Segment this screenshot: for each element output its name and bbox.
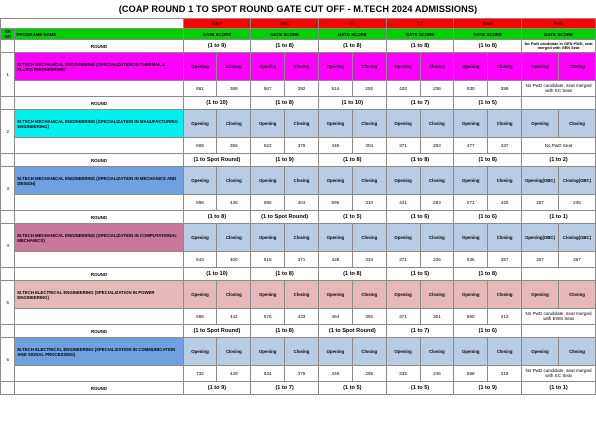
opening-label: Opening <box>251 281 285 309</box>
closing-score: 292 <box>352 81 386 97</box>
opening-score: 555 <box>318 195 352 211</box>
round-blank <box>1 268 15 281</box>
opening-label: Opening <box>386 167 420 195</box>
round-value: (1 to 7) <box>386 97 454 110</box>
sr-no: 5 <box>1 281 15 325</box>
opening-label: Opening <box>183 338 217 366</box>
opening-score: 643 <box>183 252 217 268</box>
opening-score: 560 <box>454 309 488 325</box>
program-name: M.TECH ELECTRICAL ENGINEERING (SPECIALIZATION IN POWER ENGINEERING) <box>15 281 183 309</box>
closing-score: 433 <box>285 309 319 325</box>
opening-label: Opening <box>454 338 488 366</box>
closing-score: 350 <box>352 309 386 325</box>
opening-label: Opening <box>251 167 285 195</box>
round-value: (1 to 9) <box>454 382 522 395</box>
closing-score: 371 <box>285 252 319 268</box>
round-label: ROUND <box>15 211 183 224</box>
round-value: (1 to 2) <box>522 154 596 167</box>
opening-score: 371 <box>386 252 420 268</box>
sr-no: 3 <box>1 167 15 211</box>
category-header-4: EWS <box>454 19 522 29</box>
round-value: (1 to 1) <box>522 382 596 395</box>
closing-score: 236 <box>420 252 454 268</box>
values-row <box>1 252 596 268</box>
round-value: (1 to 10) <box>183 268 251 281</box>
pwd-note: No PwD Seat <box>522 138 596 154</box>
program-row <box>1 224 596 252</box>
opening-label: Opening <box>386 224 420 252</box>
opening-label: Opening <box>454 110 488 138</box>
closing-label: Closing <box>352 167 386 195</box>
program-name: M.TECH MECHANICAL ENGINEERING (SPECIALIZATION IN THERMAL & FLUIDS ENGINEERING) <box>15 53 183 81</box>
closing-score: 301 <box>420 309 454 325</box>
opening-score: 534 <box>251 366 285 382</box>
opening-label: Opening <box>386 338 420 366</box>
round-value: (1 to 8) <box>318 40 386 53</box>
closing-label: Closing <box>488 53 522 81</box>
closing-label: Closing <box>285 110 319 138</box>
pwd-closing-label: Closing(OBC) <box>558 224 595 252</box>
gate-score-header: GATE SCORE <box>454 29 522 40</box>
opening-label: Opening <box>183 224 217 252</box>
closing-score: 359 <box>488 81 522 97</box>
opening-label: Opening <box>251 110 285 138</box>
programme-header: PROGRAME NAME <box>15 29 183 40</box>
closing-label: Closing <box>488 338 522 366</box>
round-row <box>1 154 596 167</box>
pwd-closing-label: Closing <box>558 338 595 366</box>
closing-score: 445 <box>217 195 251 211</box>
cutoff-table <box>0 18 596 395</box>
opening-label: Opening <box>318 224 352 252</box>
round-value: (1 to Spot Round) <box>251 211 319 224</box>
closing-label: Closing <box>217 338 251 366</box>
closing-label: Closing <box>285 53 319 81</box>
category-header-2: SC <box>318 19 386 29</box>
values-blank <box>15 252 183 268</box>
values-blank <box>15 366 183 382</box>
round-value: (1 to 8) <box>183 211 251 224</box>
opening-score: 530 <box>454 81 488 97</box>
round-value: (1 to Spot Round) <box>318 325 386 338</box>
pwd-opening-label: Opening <box>522 53 559 81</box>
opening-score: 575 <box>251 309 285 325</box>
program-row <box>1 167 596 195</box>
round-value: (1 to 5) <box>318 211 386 224</box>
opening-score: 449 <box>318 138 352 154</box>
round-row <box>1 211 596 224</box>
round-value: (1 to 6) <box>386 211 454 224</box>
round-value <box>522 325 596 338</box>
pwd-closing-score: 245 <box>558 195 595 211</box>
values-blank <box>15 81 183 97</box>
opening-label: Opening <box>318 338 352 366</box>
opening-score: 522 <box>251 138 285 154</box>
closing-label: Closing <box>285 167 319 195</box>
closing-label: Closing <box>217 110 251 138</box>
pwd-opening-score: 367 <box>522 252 559 268</box>
program-row <box>1 338 596 366</box>
closing-label: Closing <box>420 53 454 81</box>
round-value: (1 to 8) <box>454 268 522 281</box>
values-blank <box>15 309 183 325</box>
round-value: (1 to 8) <box>318 268 386 281</box>
category-header-1: OBC <box>251 19 319 29</box>
round-value: (1 to 9) <box>183 382 251 395</box>
gate-score-header: GATE SCORE <box>318 29 386 40</box>
round-value: (1 to 7) <box>386 325 454 338</box>
opening-score: 518 <box>251 252 285 268</box>
opening-label: Opening <box>454 167 488 195</box>
opening-label: Opening <box>386 110 420 138</box>
closing-label: Closing <box>217 167 251 195</box>
round-value: (1 to 5) <box>318 382 386 395</box>
pwd-note: No PwD candidate, seat merged with SC Seat <box>522 81 596 97</box>
round-value <box>522 97 596 110</box>
sr-no: 6 <box>1 338 15 382</box>
closing-score: 355 <box>217 138 251 154</box>
pwd-closing-label: Closing(OBC) <box>558 167 595 195</box>
opening-label: Opening <box>454 53 488 81</box>
values-blank <box>15 195 183 211</box>
pwd-opening-label: Opening <box>522 110 559 138</box>
gate-score-header: GATE SCORE <box>386 29 454 40</box>
round-value: (1 to 8) <box>251 40 319 53</box>
closing-label: Closing <box>420 110 454 138</box>
opening-label: Opening <box>318 53 352 81</box>
closing-score: 310 <box>352 195 386 211</box>
header-category-row <box>1 19 596 29</box>
closing-label: Closing <box>488 281 522 309</box>
sr-no: 2 <box>1 110 15 154</box>
program-row <box>1 53 596 81</box>
closing-label: Closing <box>352 224 386 252</box>
opening-label: Opening <box>183 53 217 81</box>
round-value: (1 to 5) <box>386 268 454 281</box>
closing-label: Closing <box>488 167 522 195</box>
values-row <box>1 309 596 325</box>
closing-label: Closing <box>352 338 386 366</box>
round-label: ROUND <box>15 268 183 281</box>
closing-score: 304 <box>352 138 386 154</box>
closing-label: Closing <box>352 110 386 138</box>
round-value: (1 to 8) <box>251 268 319 281</box>
program-name: M.TECH ELECTRICAL ENGINEERING (SPECIALIZATION IN COMMUNICATION AND SIGNAL PROCESSING) <box>15 338 183 366</box>
round-label: ROUND <box>15 382 183 395</box>
round-value: (1 to 8) <box>386 40 454 53</box>
closing-score: 442 <box>217 309 251 325</box>
opening-score: 567 <box>251 81 285 97</box>
opening-label: Opening <box>318 281 352 309</box>
values-row <box>1 195 596 211</box>
closing-score: 246 <box>420 366 454 382</box>
opening-score: 371 <box>386 138 420 154</box>
round-value: (1 to 6) <box>454 211 522 224</box>
round-blank <box>1 325 15 338</box>
closing-score: 253 <box>420 195 454 211</box>
closing-score: 236 <box>420 81 454 97</box>
round-value: (1 to 10) <box>318 97 386 110</box>
opening-score: 608 <box>183 138 217 154</box>
round-value: (1 to 5) <box>454 97 522 110</box>
closing-label: Closing <box>420 167 454 195</box>
round-label: ROUND <box>15 325 183 338</box>
opening-label: Opening <box>183 281 217 309</box>
opening-label: Opening <box>251 53 285 81</box>
round-value: (1 to 6) <box>454 325 522 338</box>
opening-score: 732 <box>183 366 217 382</box>
round-blank <box>1 154 15 167</box>
pwd-note: No PwD candidate, seat merged with SC Seat <box>522 366 596 382</box>
round-value: (1 to 7) <box>251 382 319 395</box>
opening-score: 371 <box>386 309 420 325</box>
pwd-closing-score: 367 <box>558 252 595 268</box>
round-value: (1 to Spot Round) <box>183 325 251 338</box>
round-value: (1 to Spot Round) <box>183 154 251 167</box>
closing-score: 420 <box>488 195 522 211</box>
round-value: (1 to 8) <box>251 325 319 338</box>
closing-label: Closing <box>352 53 386 81</box>
closing-label: Closing <box>285 281 319 309</box>
round-row-top <box>1 40 596 53</box>
opening-label: Opening <box>183 110 217 138</box>
round-row <box>1 382 596 395</box>
pwd-note: No PwD candidate, seat merged with EWS Seat <box>522 309 596 325</box>
opening-label: Opening <box>454 224 488 252</box>
round-value: No PwD candidate in GEN PWD, seat merged with GEN Seat <box>522 40 596 53</box>
round-value: (1 to 10) <box>183 97 251 110</box>
closing-score: 449 <box>217 366 251 382</box>
opening-score: 420 <box>386 81 420 97</box>
closing-score: 388 <box>217 81 251 97</box>
closing-score: 253 <box>420 138 454 154</box>
closing-label: Closing <box>420 338 454 366</box>
closing-score: 318 <box>488 366 522 382</box>
values-row <box>1 81 596 97</box>
round-blank <box>1 97 15 110</box>
closing-label: Closing <box>217 224 251 252</box>
program-row <box>1 110 596 138</box>
closing-label: Closing <box>488 110 522 138</box>
closing-score: 404 <box>285 195 319 211</box>
closing-label: Closing <box>285 224 319 252</box>
category-header-0: GEN <box>183 19 251 29</box>
values-row <box>1 138 596 154</box>
pwd-opening-label: Opening <box>522 281 559 309</box>
opening-score: 661 <box>183 81 217 97</box>
opening-score: 464 <box>318 309 352 325</box>
round-value: (1 to 8) <box>251 97 319 110</box>
opening-label: Opening <box>454 281 488 309</box>
sr-no: 1 <box>1 53 15 97</box>
opening-label: Opening <box>386 281 420 309</box>
round-value: (1 to 1) <box>522 211 596 224</box>
pwd-closing-label: Closing <box>558 281 595 309</box>
round-blank <box>1 382 15 395</box>
header-gate-score-row <box>1 29 596 40</box>
sr-no-header: SR NO <box>1 29 15 40</box>
opening-label: Opening <box>251 338 285 366</box>
closing-score: 295 <box>352 366 386 382</box>
pwd-opening-label: Opening(OBC) <box>522 224 559 252</box>
header-blank <box>1 19 184 29</box>
values-row <box>1 366 596 382</box>
category-header-3: ST <box>386 19 454 29</box>
program-name: M.TECH MECHANICAL ENGINEERING (SPECIALIZATION IN COMPUTATIONAL MECHANICS) <box>15 224 183 252</box>
pwd-opening-label: Opening(OBC) <box>522 167 559 195</box>
round-value <box>522 268 596 281</box>
closing-score: 334 <box>352 252 386 268</box>
gate-score-header: GATE SCORE <box>522 29 596 40</box>
opening-score: 535 <box>454 252 488 268</box>
gate-score-header: GATE SCORE <box>183 29 251 40</box>
opening-score: 596 <box>251 195 285 211</box>
closing-label: Closing <box>352 281 386 309</box>
round-label: ROUND <box>15 40 183 53</box>
pwd-opening-score: 367 <box>522 195 559 211</box>
closing-label: Closing <box>217 281 251 309</box>
closing-label: Closing <box>285 338 319 366</box>
opening-score: 698 <box>183 195 217 211</box>
closing-label: Closing <box>488 224 522 252</box>
round-value: (1 to 9) <box>251 154 319 167</box>
opening-score: 449 <box>318 366 352 382</box>
program-row <box>1 281 596 309</box>
closing-score: 392 <box>285 81 319 97</box>
round-value: (1 to 8) <box>318 154 386 167</box>
category-header-5: PwD <box>522 19 596 29</box>
opening-label: Opening <box>386 53 420 81</box>
opening-score: 666 <box>183 309 217 325</box>
opening-score: 335 <box>386 366 420 382</box>
opening-score: 514 <box>318 81 352 97</box>
round-value: (1 to 8) <box>386 154 454 167</box>
opening-label: Opening <box>183 167 217 195</box>
round-value: (1 to 9) <box>183 40 251 53</box>
gate-score-header: GATE SCORE <box>251 29 319 40</box>
page-title: (COAP ROUND 1 TO SPOT ROUND GATE CUT OFF - M.TECH 2024 ADMISSIONS) <box>118 4 478 14</box>
closing-score: 379 <box>285 138 319 154</box>
sr-no: 4 <box>1 224 15 268</box>
round-value: (1 to 8) <box>454 40 522 53</box>
closing-score: 437 <box>488 138 522 154</box>
opening-label: Opening <box>318 110 352 138</box>
opening-label: Opening <box>318 167 352 195</box>
program-name: M.TECH MECHANICAL ENGINEERING (SPECIALIZATION IN MECHANICS AND DESIGN) <box>15 167 183 195</box>
opening-label: Opening <box>251 224 285 252</box>
closing-label: Closing <box>420 281 454 309</box>
opening-score: 428 <box>318 252 352 268</box>
closing-score: 400 <box>217 252 251 268</box>
opening-score: 568 <box>454 366 488 382</box>
round-label: ROUND <box>15 154 183 167</box>
pwd-opening-label: Opening <box>522 338 559 366</box>
round-value: (1 to 5) <box>386 382 454 395</box>
pwd-closing-label: Closing <box>558 53 595 81</box>
round-row <box>1 97 596 110</box>
values-blank <box>15 138 183 154</box>
opening-score: 441 <box>386 195 420 211</box>
round-label: ROUND <box>15 97 183 110</box>
opening-score: 477 <box>454 138 488 154</box>
round-row <box>1 325 596 338</box>
round-blank <box>1 211 15 224</box>
opening-score: 571 <box>454 195 488 211</box>
pwd-closing-label: Closing <box>558 110 595 138</box>
round-blank <box>1 40 15 53</box>
closing-score: 413 <box>488 309 522 325</box>
program-name: M.TECH MECHANICAL ENGINEERING (SPECIALIZATION IN MANUFACTURING ENGINEERING) <box>15 110 183 138</box>
closing-score: 375 <box>285 366 319 382</box>
round-row <box>1 268 596 281</box>
closing-label: Closing <box>420 224 454 252</box>
round-value: (1 to 8) <box>454 154 522 167</box>
closing-label: Closing <box>217 53 251 81</box>
closing-score: 357 <box>488 252 522 268</box>
